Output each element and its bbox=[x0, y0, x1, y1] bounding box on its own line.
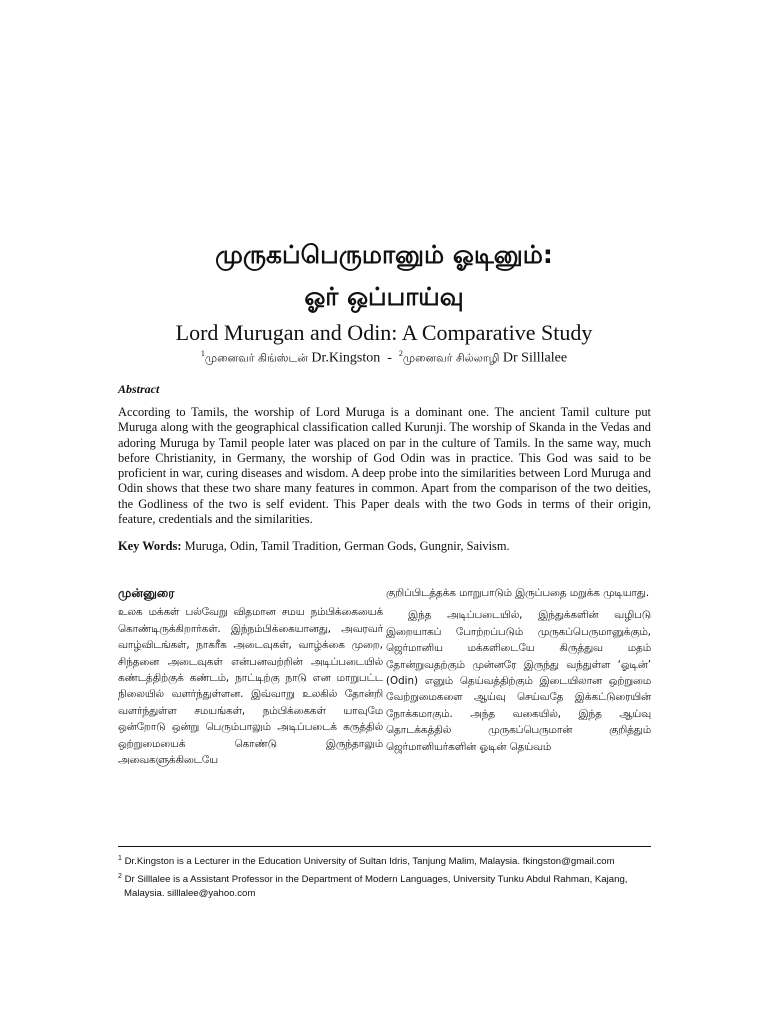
footnote-1-text: Dr.Kingston is a Lecturer in the Education University of Sultan Idris, Tanjung Malim, Malaysia. fkingston@gmail.com bbox=[124, 856, 615, 868]
footnote-2-text: Dr Silllalee is a Assistant Professor in the Department of Modern Languages, University Tunku Abdul Rahman, Kajang, Malaysia. silllalee@yahoo.com bbox=[124, 873, 628, 900]
left-column bbox=[118, 585, 383, 768]
footnotes bbox=[118, 852, 651, 902]
right-paragraph-1: குறிப்பிடத்தக்க மாறுபாடும் இருப்பதை மறுக்க முடியாது. bbox=[386, 587, 650, 599]
abstract-text: According to Tamils, the worship of Lord Muruga is a dominant one. The ancient Tamil culture put Muruga along with the geographical classification called Kurunji. The worship of Skanda in the Vedas and adoring Muruga by Tamil people later was placed on par in the culture of Tamils. In the same way, much before Christianity, in Germany, the worship of God Odin was in practice. This God was said to be proficient in war, curing diseases and wisdom. A deep probe into the similarities between Lord Muruga and Odin shows that these two share many features in common. Apart from the comparison of the two deities, the Godliness of the two is self evident. This Paper deals with the two Gods in terms of their origin, feature, credentials and the similarities. bbox=[118, 405, 651, 527]
right-column bbox=[386, 585, 651, 755]
keywords-line bbox=[118, 539, 651, 554]
footnote-divider bbox=[118, 846, 651, 847]
author2-english-name: Dr Silllalee bbox=[502, 350, 568, 366]
author1-english-name: Dr.Kingston bbox=[311, 350, 381, 366]
author-separator: - bbox=[387, 350, 392, 366]
footnote-1-mark: 1 bbox=[118, 855, 122, 862]
english-title: Lord Murugan and Odin: A Comparative Study bbox=[175, 320, 593, 345]
author1-footnote-mark: 1 bbox=[200, 349, 205, 358]
keywords-text: Muruga, Odin, Tamil Tradition, German Gods, Gungnir, Saivism. bbox=[184, 539, 510, 553]
tamil-title-line-1: முருகப்பெருமானும் ஓடினும்: bbox=[215, 240, 553, 269]
left-paragraph: உலக மக்கள் பல்வேறு விதமான சமய நம்பிக்கையைக் கொண்டிருக்கிறார்கள். இந்நம்பிக்கையானது, அவரவர் வாழ்விடங்கள், நாகரீக அடைவுகள், வாழ்க்கை முறை, சிந்தனை அடைவுகள் என்பனவற்றின் அடிப்படையில் கண்டத்திற்குக் கண்டம், நாட்டிற்கு நாடு என மாறுபட்ட நிலையில் வளர்ந்துள்ளன. இவ்வாறு உலகில் தோன்றி வளர்ந்துள்ள சமயங்கள், நம்பிக்கைகள் யாவுமே ஒன்றோடு ஒன்று பெரும்பாலும் அடிப்படைக் கருத்தில் ஒற்றுமையைக் கொண்டு இருந்தாலும் அவைகளுக்கிடையே bbox=[118, 606, 383, 767]
footnote-2-mark: 2 bbox=[118, 872, 122, 880]
footnote-1 bbox=[118, 852, 651, 870]
author-line bbox=[0, 349, 768, 367]
author2-footnote-mark: 2 bbox=[398, 349, 403, 358]
author1-tamil-name: முனைவர் கிங்ஸ்டன் bbox=[204, 351, 308, 365]
author2-tamil-name: முனைவர் சில்லாழி bbox=[402, 351, 500, 365]
footnote-2 bbox=[118, 870, 651, 902]
section-heading: முன்னுரை bbox=[118, 586, 175, 600]
abstract-heading: Abstract bbox=[118, 382, 160, 396]
keywords-label: Key Words: bbox=[118, 539, 182, 553]
right-paragraph-2: இந்த அடிப்படையில், இந்துக்களின் வழிபடு இறையாகப் போற்றப்படும் முருகப்பெருமானுக்கும், ஜெர்மானிய மக்களிடையே கிருத்துவ மதம் தோன்றுவதற்கும் முன்னரே இருந்து வந்துள்ள ‘ஓடின்’ (Odin) எனும் தெய்வத்திற்கும் இடையிலான ஒற்றுமை வேற்றுமைகளை ஆய்வு செய்வதே இக்கட்டுரையின் நோக்கமாகும். அந்த வகையில், இந்த ஆய்வு தொடக்கத்தில் முருகப்பெருமான் குறித்தும் ஜெர்மானியர்களின் ஓடின் தெய்வம் bbox=[386, 609, 651, 753]
tamil-title-line-2: ஓர் ஒப்பாய்வு bbox=[304, 282, 464, 311]
